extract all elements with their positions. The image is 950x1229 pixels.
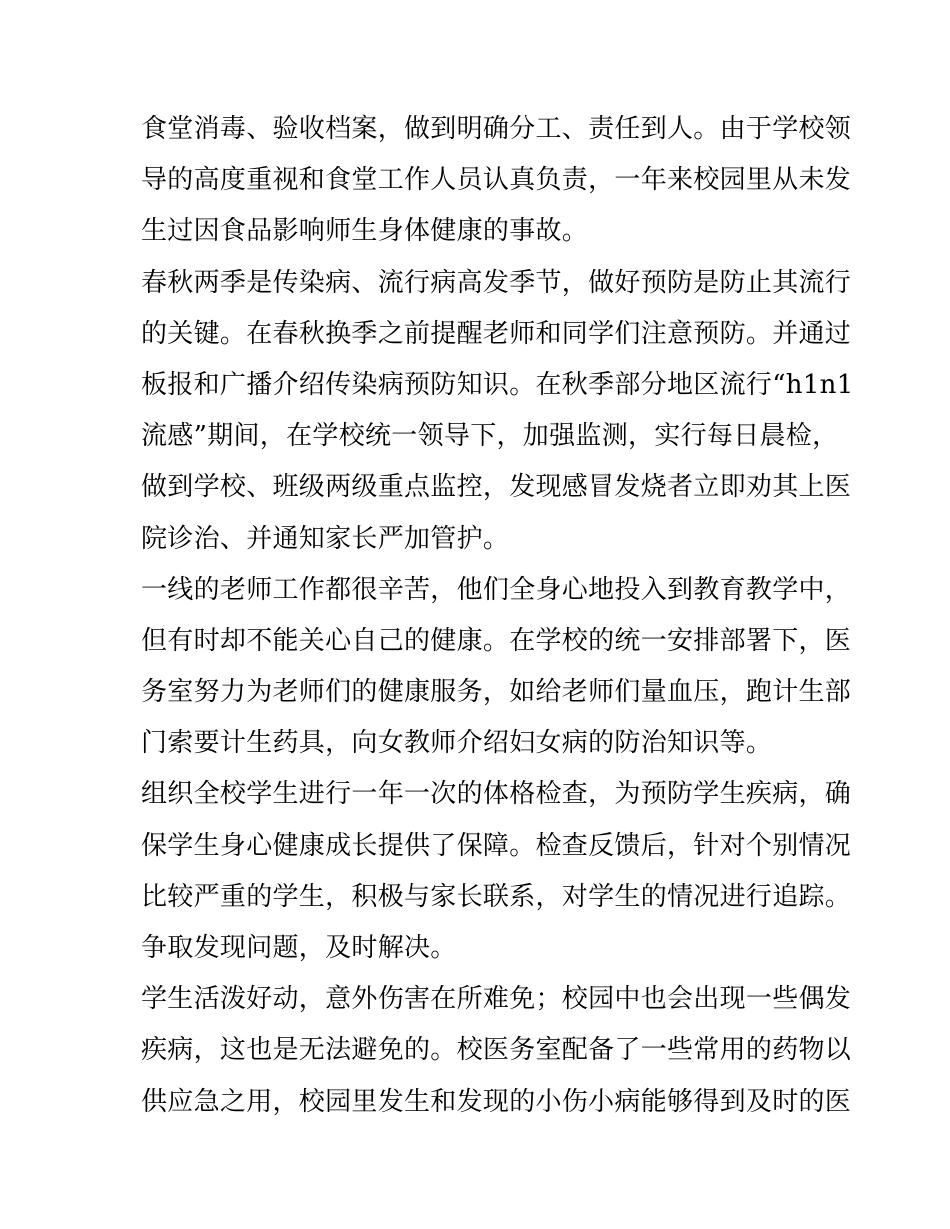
text-line: 门索要计生药具，向女教师介绍妇女病的防治知识等。: [141, 728, 773, 759]
text-line: 食堂消毒、验收档案，做到明确分工、责任到人。由于学校领: [141, 114, 852, 144]
text-line: 春秋两季是传染病、流行病高发季节，做好预防是防止其流行: [141, 267, 852, 298]
text-line: 院诊治、并通知家长严加管护。: [141, 523, 510, 554]
text-line: 比较严重的学生，积极与家长联系，对学生的情况进行追踪。: [141, 881, 852, 912]
text-line: 一线的老师工作都很辛苦，他们全身心地投入到教育教学中，: [141, 574, 852, 605]
text-line: 组织全校学生进行一年一次的体格检查，为预防学生疾病，确: [141, 779, 852, 810]
text-line: 疾病，这也是无法避免的。校医务室配备了一些常用的药物以: [141, 1035, 852, 1066]
text-line: 务室努力为老师们的健康服务，如给老师们量血压，跑计生部: [141, 677, 852, 708]
text-line: 做到学校、班级两级重点监控，发现感冒发烧者立即劝其上医: [141, 472, 852, 503]
text-line: 板报和广播介绍传染病预防知识。在秋季部分地区流行“h1n1: [141, 369, 854, 400]
document-body: [141, 104, 854, 1128]
text-line: 供应急之用，校园里发生和发现的小伤小病能够得到及时的医: [141, 1086, 852, 1117]
text-line: 争取发现问题，及时解决。: [141, 933, 457, 963]
text-line: 学生活泼好动，意外伤害在所难免；校园中也会出现一些偶发: [141, 984, 852, 1015]
text-line: 但有时却不能关心自己的健康。在学校的统一安排部署下，医: [141, 625, 852, 656]
text-line: 流感”期间，在学校统一领导下，加强监测，实行每日晨检，: [141, 421, 839, 452]
text-line: 的关键。在春秋换季之前提醒老师和同学们注意预防。并通过: [141, 318, 852, 349]
text-line: 导的高度重视和食堂工作人员认真负责，一年来校园里从未发: [141, 165, 852, 196]
text-line: 保学生身心健康成长提供了保障。检查反馈后，针对个别情况: [141, 830, 852, 861]
text-line: 生过因食品影响师生身体健康的事故。: [141, 216, 589, 247]
